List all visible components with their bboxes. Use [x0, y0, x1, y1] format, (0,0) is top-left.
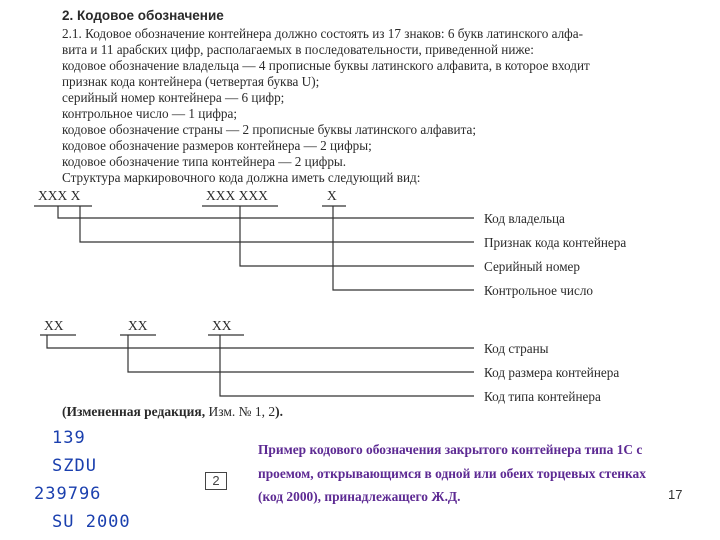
section-heading: 2. Кодовое обозначение: [62, 8, 224, 23]
code-line-2: SZDU: [52, 456, 97, 476]
connector-owner: [58, 206, 474, 218]
revision-note: [62, 404, 283, 420]
example-caption: Пример кодового обозначения закрытого контейнера типа 1С с проемом, открывающимся в одной или обеих торцевых стенках (код 2000), принадлежащего Ж.Д.: [258, 442, 646, 504]
revision-changes: Изм. № 1, 2: [205, 404, 276, 419]
connector-serial: [240, 206, 474, 266]
connector-country: [47, 335, 474, 348]
code-group-owner: XXX X: [38, 188, 81, 203]
legend-serial-number: Серийный номер: [484, 259, 580, 274]
code-group-serial: XXX XXX: [206, 188, 268, 203]
type-code-box: 2: [205, 472, 227, 490]
revision-end: ).: [275, 404, 284, 419]
text-line: вита и 11 арабских цифр, располагаемых в последовательности, приведенной ниже:: [62, 42, 534, 57]
legend-container-sign: Признак кода контейнера: [484, 235, 627, 250]
connector-type: [220, 335, 474, 396]
code-line-1: 139: [52, 428, 86, 448]
connector-sign: [80, 206, 474, 242]
revision-bold: (Измененная редакция,: [62, 404, 206, 419]
text-line: кодовое обозначение типа контейнера — 2 цифры.: [62, 154, 347, 169]
code-group-country: XX: [44, 318, 64, 333]
legend-type-code: Код типа контейнера: [484, 389, 601, 404]
text-line: серийный номер контейнера — 6 цифр;: [62, 90, 285, 105]
text-line: признак кода контейнера (четвертая буква U);: [62, 74, 320, 89]
code-group-size: XX: [128, 318, 148, 333]
legend-owner-code: Код владельца: [484, 211, 565, 226]
text-line: 2.1. Кодовое обозначение контейнера должно состоять из 17 знаков: 6 букв латинского алфа-: [62, 26, 583, 41]
text-line: Структура маркировочного кода должна иметь следующий вид:: [62, 170, 421, 185]
slide-number: 17: [668, 487, 683, 502]
text-line: кодовое обозначение владельца — 4 прописные буквы латинского алфавита, в которое входит: [62, 58, 590, 73]
code-line-4: SU 2000: [52, 512, 131, 532]
text-line: кодовое обозначение размеров контейнера — 2 цифры;: [62, 138, 372, 153]
code-line-3: 239796: [34, 484, 102, 504]
code-group-check: X: [327, 188, 337, 203]
legend-country-code: Код страны: [484, 341, 549, 356]
legend-check-digit: Контрольное число: [484, 283, 594, 298]
text-line: кодовое обозначение страны — 2 прописные буквы латинского алфавита;: [62, 122, 477, 137]
text-line: контрольное число — 1 цифра;: [62, 106, 238, 121]
code-group-type: XX: [212, 318, 232, 333]
legend-size-code: Код размера контейнера: [484, 365, 620, 380]
connector-size: [128, 335, 474, 372]
